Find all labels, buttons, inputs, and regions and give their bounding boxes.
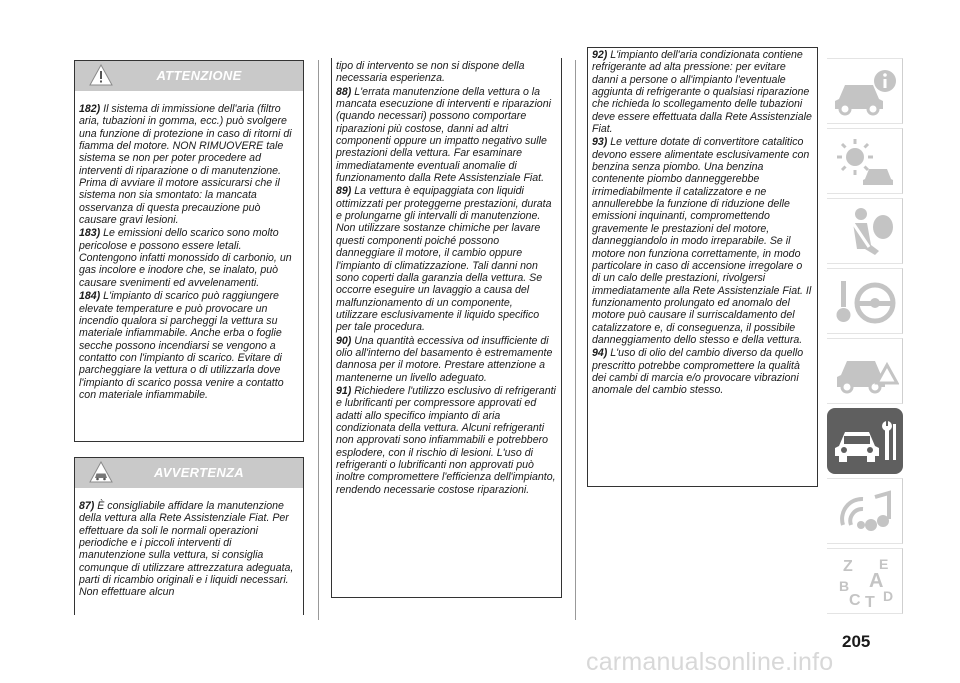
page-number: 205 [842, 632, 871, 651]
index-letters-icon [835, 555, 899, 609]
tab-dashboard[interactable] [827, 128, 903, 194]
note-90: 90) Una quantità eccessiva od insufficiente di olio all'interno del basamento è estremamente dannosa per il motore. Prestare attenzione a mantenerne un livello adeguato. [336, 334, 553, 384]
tab-index[interactable] [827, 548, 903, 614]
note-184: 184) L'impianto di scarico può raggiungere elevate temperature e può provocare un incendio qualora si parcheggi la vettura su materiale infiammabile. Anche erba o foglie secche possono incendiarsi se vengono a contatto con l'impianto di scarico. Evitare di parcheggiare la vettura o di utilizzarla dove l'impianto di scarico possa venire a contatto con materiale infiammabile. [79, 290, 284, 401]
attention-box [74, 60, 304, 442]
warning-header [75, 458, 303, 488]
note-88: 88) L'errata manutenzione della vettura o la mancata esecuzione di interventi e riparazioni (quando necessari) possono comportare riparazioni più costose, danni ad altri componenti oppure un impatto negativo sulle prestazioni della vettura. Far esaminare immediatamente eventuali anomalie di funzionamento dalla Rete Assistenziale Fiat. [336, 85, 551, 185]
note-92: 92) L'impianto dell'aria condizionata contiene refrigerante ad alta pressione: per evitare danni a persone o all'impianto l'eventuale aggiunta di refrigerante o qualsiasi riparazione che richieda lo scollegamento delle tubazioni deve essere effettuata dalla Rete Assistenziale Fiat. [592, 49, 812, 136]
emergency-triangle-icon [835, 345, 899, 399]
tab-safety[interactable] [827, 198, 903, 264]
note-89: 89) La vettura è equipaggiata con liquidi ottimizzati per proteggerne prestazioni, durata e prolungarne gli intervalli di manutenzione. Non utilizzare sostanze chimiche per lavare questi componenti poiché possono danneggiare il motore, il cambio oppure l'impianto di climatizzazione. Tali danni non sono coperti dalla garanzia della vettura. Se occorre eseguire un lavaggio a causa del malfunzionamento di un componente, utilizzare esclusivamente il liquido specifico per tale procedura. [336, 185, 552, 334]
airbag-seatbelt-icon [835, 205, 899, 259]
note-93: 93) Le vetture dotate di convertitore catalitico devono essere alimentate esclusivamente con benzina senza piombo. Una benzina contenente piombo danneggerebbe irrimediabilmente il catalizzatore e ne annullerebbe la funzione di riduzione delle emissioni inquinanti, compromettendo gravemente le prestazioni del motore, danneggiandolo in modo irreparabile. Se il motore non funziona correttamente, in modo particolare in caso di accensione irregolare o di un calo delle prestazioni, rivolgersi immediatamente alla Rete Assistenziale Fiat. Il funzionamento prolungato ed anomalo del motore può causare il surriscaldamento del catalizzatore e, di conseguenza, il possibile danneggiamento dello stesso e della vettura. [592, 136, 812, 346]
warning-text [75, 488, 303, 599]
continued-text-2 [588, 48, 817, 397]
key-steering-wheel-icon [835, 275, 899, 329]
warning-box-continued-2 [587, 47, 818, 487]
warning-box [74, 457, 304, 615]
tab-starting-driving[interactable] [827, 268, 903, 334]
index-letter-t: T [865, 594, 875, 609]
watermark: carmanualsonline.info [586, 648, 834, 676]
attention-text [75, 91, 303, 401]
warning-title: AVVERTENZA [154, 465, 244, 480]
car-info-icon [835, 65, 899, 119]
column-divider-2 [575, 60, 576, 620]
index-letter-c: C [849, 592, 861, 609]
tab-emergency[interactable] [827, 338, 903, 404]
index-letter-b: B [839, 578, 850, 594]
note-182: 182) Il sistema di immissione dell'aria (filtro aria, tubazioni in gomma, ecc.) può svolgere una funzione di protezione in caso di ritorni di fiamma del motore. NON RIMUOVERE tale sistema se non per poter procedere ad interventi di riparazione o di manutenzione. Prima di avviare il motore assicurarsi che il sistema non sia smontato: la mancata osservanza di questa precauzione può causare gravi lesioni. [79, 103, 292, 227]
car-maintenance-icon [835, 414, 899, 468]
index-letter-z: Z [843, 558, 853, 575]
index-letter-e: E [879, 556, 889, 572]
warning-box-continued [331, 58, 562, 598]
multimedia-icon [835, 485, 899, 539]
continued-text [332, 58, 561, 496]
column-divider-1 [318, 60, 319, 620]
tab-multimedia[interactable] [827, 478, 903, 544]
attention-title: ATTENZIONE [156, 68, 242, 83]
index-letter-a: A [869, 570, 884, 592]
note-183: 183) Le emissioni dello scarico sono molto pericolose e possono essere letali. Contengono infatti monossido di carbonio, un gas incolore e inodore che, se inalato, può causare svenimenti ed avvelenamenti. [79, 227, 292, 289]
index-letter-d: D [883, 588, 894, 604]
note-87: 87) È consigliabile affidare la manutenzione della vettura alla Rete Assistenziale Fiat. Per effettuare da soli le normali operazioni periodiche e i piccoli interventi di manutenzione sulla vettura, si consiglia comunque di utilizzare attrezzatura adeguata, parti di ricambio originali e i liquidi necessari. Non effettuare alcun [79, 500, 294, 599]
dashboard-lights-icon [835, 135, 899, 189]
tab-maintenance[interactable] [827, 408, 903, 474]
tab-car-info[interactable] [827, 58, 903, 124]
note-94: 94) L'uso di olio del cambio diverso da quello prescritto potrebbe compromettere la qualità dei cambi di marcia e/o provocare vibrazioni anomale del cambio stesso. [592, 347, 804, 397]
chapter-tabs [827, 58, 903, 618]
note-87-continued: tipo di intervento se non si dispone della necessaria esperienza. [336, 60, 525, 85]
attention-header [75, 61, 303, 91]
note-91: 91) Richiedere l'utilizzo esclusivo di refrigeranti e lubrificanti per compressore approvati ed adatti allo specifico impianto di aria condizionata della vettura. Alcuni refrigeranti non approvati sono infiammabili e potrebbero esplodere, con il rischio di lesioni. L'uso di refrigeranti o lubrificanti non approvati può inoltre compromettere l'efficienza dell'impianto, rendendo necessarie costose riparazioni. [336, 384, 556, 496]
